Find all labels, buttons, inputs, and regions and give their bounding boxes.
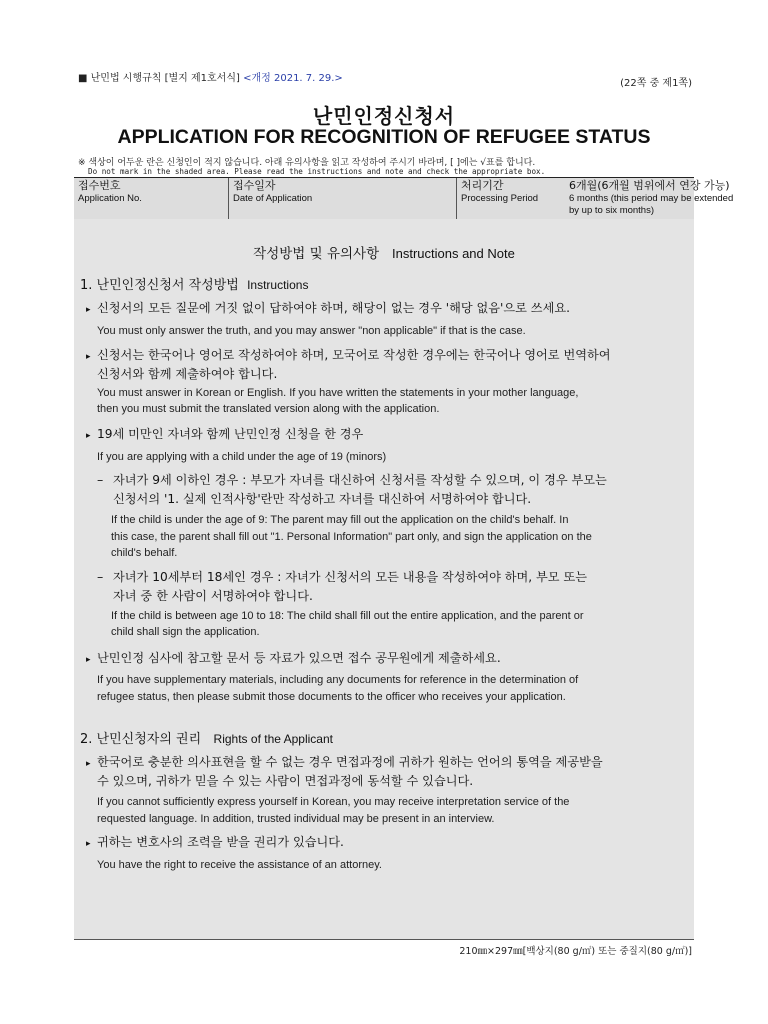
application-meta-table: [74, 177, 734, 220]
processing-period-value-en-1: 6 months (this period may be extended: [569, 193, 734, 204]
s2-item1-en-2: requested language. In addition, trusted individual may be present in an interview.: [97, 813, 495, 825]
s1-sub2-en-1: If the child is between age 10 to 18: The child shall fill out the entire application, and the parent or: [111, 610, 584, 622]
bullet-triangle-icon: ▸: [86, 352, 91, 362]
title-korean: 난민인정신청서: [312, 104, 456, 128]
s1-item4-en-1: If you have supplementary materials, including any documents for reference in the determination of: [97, 674, 579, 686]
s1-sub1-en-1: If the child is under the age of 9: The parent may fill out the application on the child's behalf. In: [111, 514, 569, 526]
s1-item2-ko-1: 신청서는 한국어나 영어로 작성하여야 하며, 모국어로 작성한 경우에는 한국어나 영어로 번역하여: [97, 348, 611, 362]
bullet-triangle-icon: ▸: [86, 655, 91, 665]
s1-sub2-en-2: child shall sign the application.: [111, 626, 260, 638]
notice-english: Do not mark in the shaded area. Please read the instructions and note and check the appropriate box.: [88, 167, 546, 176]
dash-bullet: –: [97, 569, 104, 584]
s1-item2-ko-2: 신청서와 함께 제출하여야 합니다.: [97, 367, 278, 381]
application-number-label-en: Application No.: [78, 193, 142, 204]
application-date-cell: [229, 178, 457, 219]
bullet-triangle-icon: ▸: [86, 839, 91, 849]
processing-period-label-ko: 처리기간: [461, 179, 504, 192]
s1-item2-en-1: You must answer in Korean or English. If you have written the statements in your mother language,: [97, 387, 579, 399]
application-date-label-en: Date of Application: [233, 193, 313, 204]
s1-item1-en: You must only answer the truth, and you may answer "non applicable" if that is the case.: [97, 325, 526, 337]
processing-period-value-en-2: by up to six months): [569, 205, 655, 216]
instructions-title: [0, 242, 768, 262]
bullet-triangle-icon: ▸: [86, 759, 91, 769]
application-number-label-ko: 접수번호: [78, 179, 121, 192]
s1-sub1-en-2: this case, the parent shall fill out "1. Personal Information" part only, and sign the application on the: [111, 531, 592, 543]
s1-sub1-ko-2: 신청서의 '1. 실제 인적사항'란만 작성하고 자녀를 대신하여 서명하여야 합니다.: [113, 492, 532, 506]
s2-item2-en: You have the right to receive the assistance of an attorney.: [97, 859, 382, 871]
s2-item2-ko: 귀하는 변호사의 조력을 받을 권리가 있습니다.: [97, 835, 344, 849]
section-2-heading-en: Rights of the Applicant: [213, 732, 333, 746]
section-2-heading: [80, 728, 333, 747]
processing-period-label-en: Processing Period: [461, 193, 539, 204]
title-english: APPLICATION FOR RECOGNITION OF REFUGEE STATUS: [117, 126, 651, 148]
section-1-heading-ko: 1. 난민인정신청서 작성방법: [80, 278, 239, 293]
application-number-cell: [74, 178, 229, 219]
s1-sub1-ko-1: 자녀가 9세 이하인 경우 : 부모가 자녀를 대신하여 신청서를 작성할 수 있으며, 이 경우 부모는: [113, 473, 607, 487]
s1-item4-ko: 난민인정 심사에 참고할 문서 등 자료가 있으면 접수 공무원에게 제출하세요.: [97, 651, 501, 665]
section-1-heading-en: Instructions: [247, 278, 309, 292]
bullet-triangle-icon: ▸: [86, 305, 91, 315]
s1-sub2-ko-1: 자녀가 10세부터 18세인 경우 : 자녀가 신청서의 모든 내용을 작성하여야 하며, 부모 또는: [113, 570, 587, 584]
dash-bullet: –: [97, 472, 104, 487]
instructions-title-en: Instructions and Note: [391, 246, 515, 261]
s2-item1-ko-1: 한국어로 충분한 의사표현을 할 수 없는 경우 면접과정에 귀하가 원하는 언어의 통역을 제공받을: [97, 755, 603, 769]
s1-item2-en-2: then you must submit the translated version along with the application.: [97, 403, 440, 415]
s1-item3-en: If you are applying with a child under the age of 19 (minors): [97, 451, 387, 463]
processing-period-cell: [457, 178, 734, 219]
page-number: (22쪽 중 제1쪽): [620, 78, 692, 89]
s1-item1-ko: 신청서의 모든 질문에 거짓 없이 답하여야 하며, 해당이 없는 경우 '해당 없음'으로 쓰세요.: [97, 301, 570, 315]
paper-spec-footer: 210㎜×297㎜[백상지(80 g/㎡) 또는 중질지(80 g/㎡)]: [459, 946, 692, 957]
s1-sub2-ko-2: 자녀 중 한 사람이 서명하여야 합니다.: [113, 589, 313, 603]
application-date-label-ko: 접수일자: [233, 179, 276, 192]
s1-sub1-en-3: child's behalf.: [111, 547, 178, 559]
notice-korean: ※ 색상이 어두운 란은 신청인이 적지 않습니다. 아래 유의사항을 읽고 작성하여 주시기 바라며, [ ]에는 √표를 합니다.: [78, 158, 536, 168]
s1-item4-en-2: refugee status, then please submit those documents to the officer who receives your application.: [97, 691, 566, 703]
revision-link[interactable]: <개정 2021. 7. 29.>: [243, 73, 343, 84]
form-reference-text: ■ 난민법 시행규칙 [별지 제1호서식]: [78, 73, 240, 84]
bullet-triangle-icon: ▸: [86, 431, 91, 441]
s2-item1-ko-2: 수 있으며, 귀하가 믿을 수 있는 사람이 면접과정에 동석할 수 있습니다.: [97, 774, 474, 788]
section-1-heading: [80, 274, 308, 293]
s1-item3-ko: 19세 미만인 자녀와 함께 난민인정 신청을 한 경우: [97, 427, 364, 441]
instructions-title-ko: 작성방법 및 유의사항: [253, 246, 380, 262]
s2-item1-en-1: If you cannot sufficiently express yourself in Korean, you may receive interpretation service of the: [97, 796, 570, 808]
section-2-heading-ko: 2. 난민신청자의 권리: [80, 732, 202, 747]
processing-period-value-ko: 6개월(6개월 범위에서 연장 가능): [569, 179, 730, 192]
form-reference: [78, 72, 378, 85]
